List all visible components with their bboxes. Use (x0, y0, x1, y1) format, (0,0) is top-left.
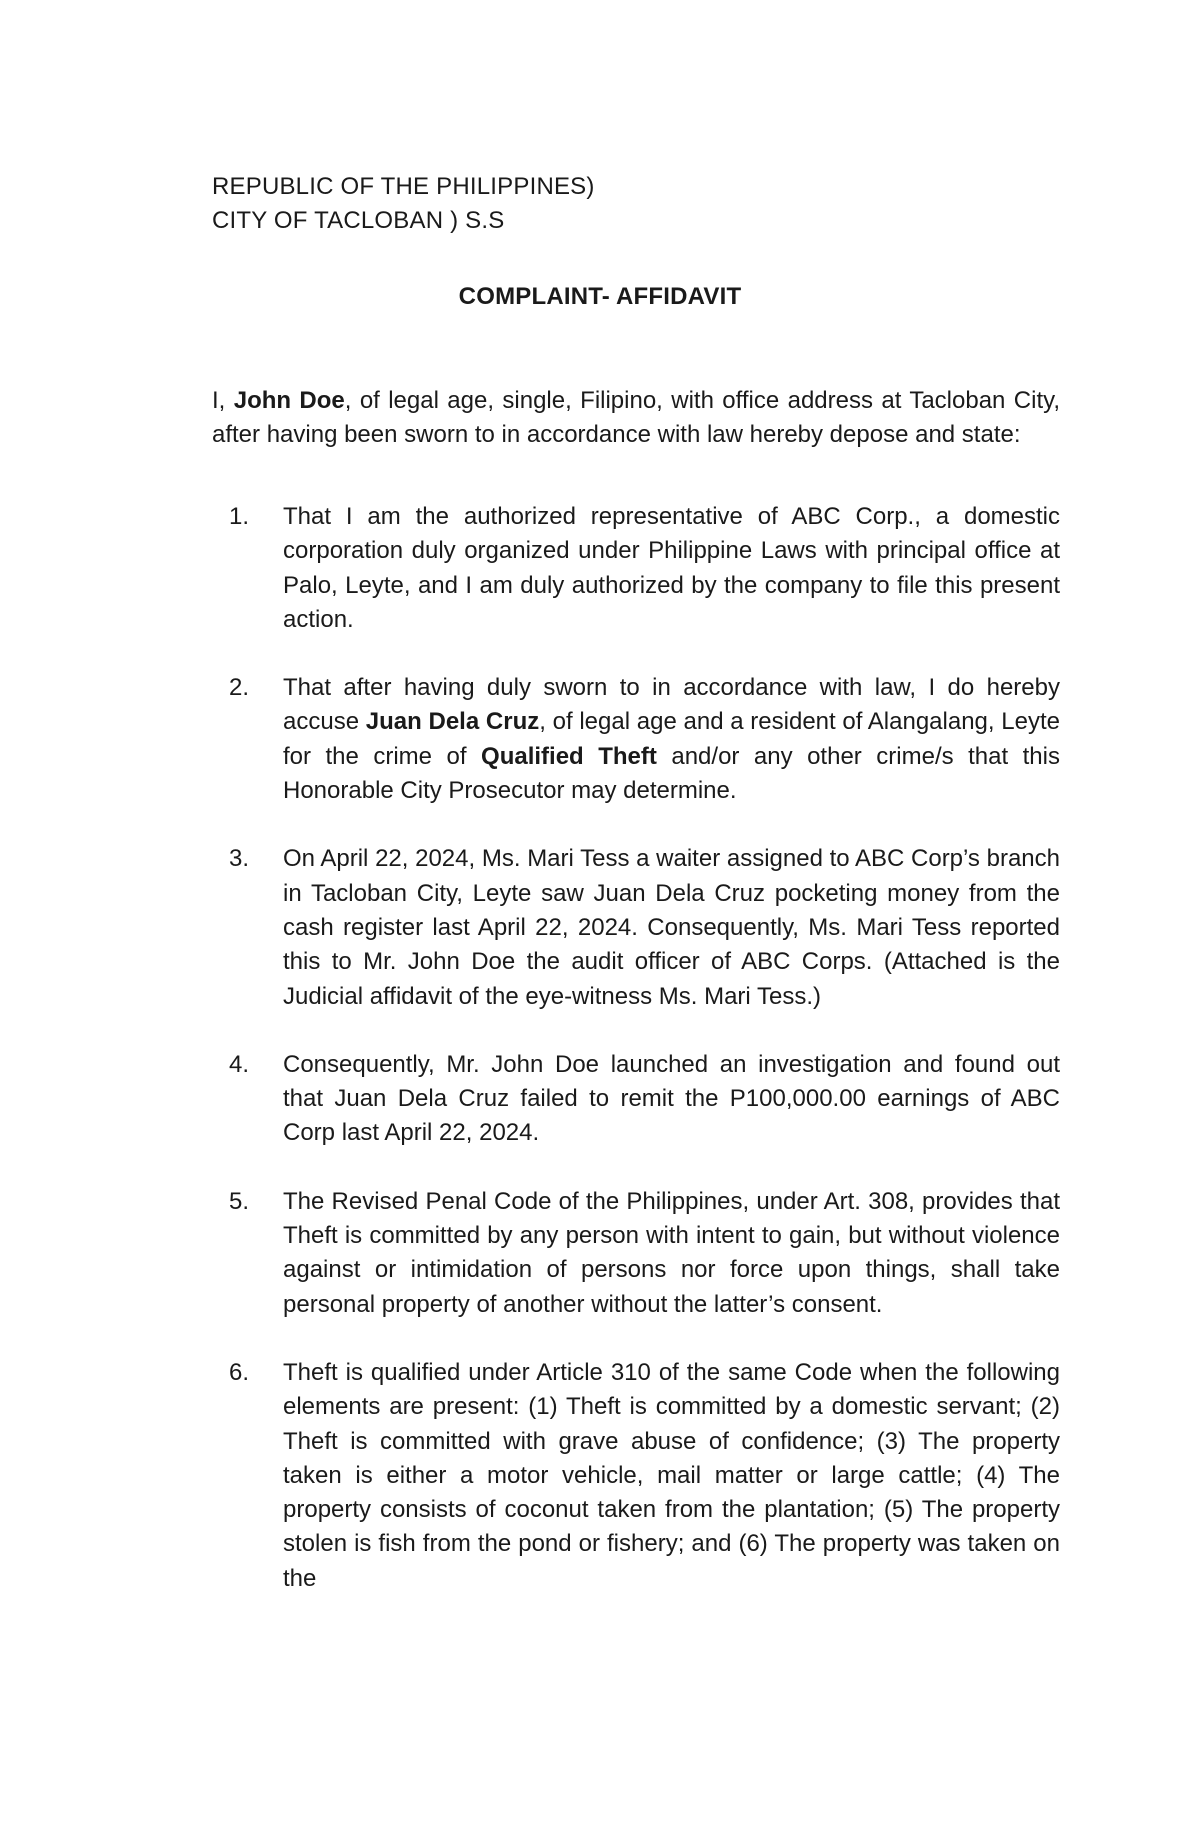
list-item (212, 1356, 1060, 1596)
item-number: 3. (229, 845, 250, 873)
item-number: 6. (229, 1358, 250, 1386)
item-number: 4. (229, 1050, 250, 1078)
item-text: Theft is qualified under Article 310 of the same Code when the following elements are present: (1) Theft is committed by a domestic servant; (2) Theft is committed with grave abuse of confidence; (3) The property taken is either a motor vehicle, mail matter or large cattle; (4) The property consists of coconut taken from the plantation; (5) The property stolen is fish from the pond or fishery; and (6) The property was taken on the (283, 1358, 1060, 1592)
item-text-part: That after having duly sworn to in accordance with law, I do hereby accuse (283, 674, 1060, 736)
item-text: Consequently, Mr. John Doe launched an investigation and found out that Juan Dela Cruz failed to remit the P100,000.00 earnings of ABC Corp last April 22, 2024. (283, 1050, 1060, 1147)
list-item (212, 1185, 1060, 1322)
item-number: 1. (229, 503, 250, 530)
numbered-paragraphs (212, 500, 1060, 1596)
item-number: 2. (229, 674, 250, 702)
list-item (212, 842, 1060, 1013)
affiant-name: John Doe (233, 387, 345, 414)
list-item (212, 671, 1060, 808)
case-caption (212, 170, 595, 238)
item-text-part: and/or any other crime/s that this Honorable City Prosecutor may determine. (283, 742, 1060, 805)
item-text: The Revised Penal Code of the Philippines, under Art. 308, provides that Theft is committed by any person with intent to gain, but without violence against or intimidation of persons nor force upon things, shall take personal property of another without the latter’s consent. (283, 1187, 1060, 1318)
intro-lead: I, (212, 387, 234, 414)
crime-name: Qualified Theft (481, 742, 657, 770)
intro-rest: , of legal age, single, Filipino, with office address at Tacloban City, after having been sworn to in accordance with law hereby depose and state: (212, 387, 1060, 449)
intro-paragraph (212, 384, 1060, 453)
item-number: 5. (229, 1187, 250, 1215)
item-text: That I am the authorized representative of ABC Corp., a domestic corporation duly organized under Philippine Laws with principal office at Palo, Leyte, and I am duly authorized by the company to file this present action. (283, 503, 1060, 633)
item-text (283, 671, 1060, 808)
document-title: COMPLAINT- AFFIDAVIT (458, 283, 742, 310)
list-item (212, 1048, 1060, 1151)
caption-republic-line: REPUBLIC OF THE PHILIPPINES) (212, 173, 595, 200)
accused-name: Juan Dela Cruz (365, 708, 540, 736)
item-text-part: , of legal age and a resident of Alangalang, Leyte for the crime of (283, 708, 1060, 770)
caption-city-line: CITY OF TACLOBAN ) S.S (212, 207, 505, 234)
list-item (212, 500, 1060, 637)
item-text: On April 22, 2024, Ms. Mari Tess a waiter assigned to ABC Corp’s branch in Tacloban City, Leyte saw Juan Dela Cruz pocketing money from the cash register last April 22, 2024. Consequently, Ms. Mari Tess reported this to Mr. John Doe the audit officer of ABC Corps. (Attached is the Judicial affidavit of the eye-witness Ms. Mari Tess.) (283, 845, 1060, 1010)
